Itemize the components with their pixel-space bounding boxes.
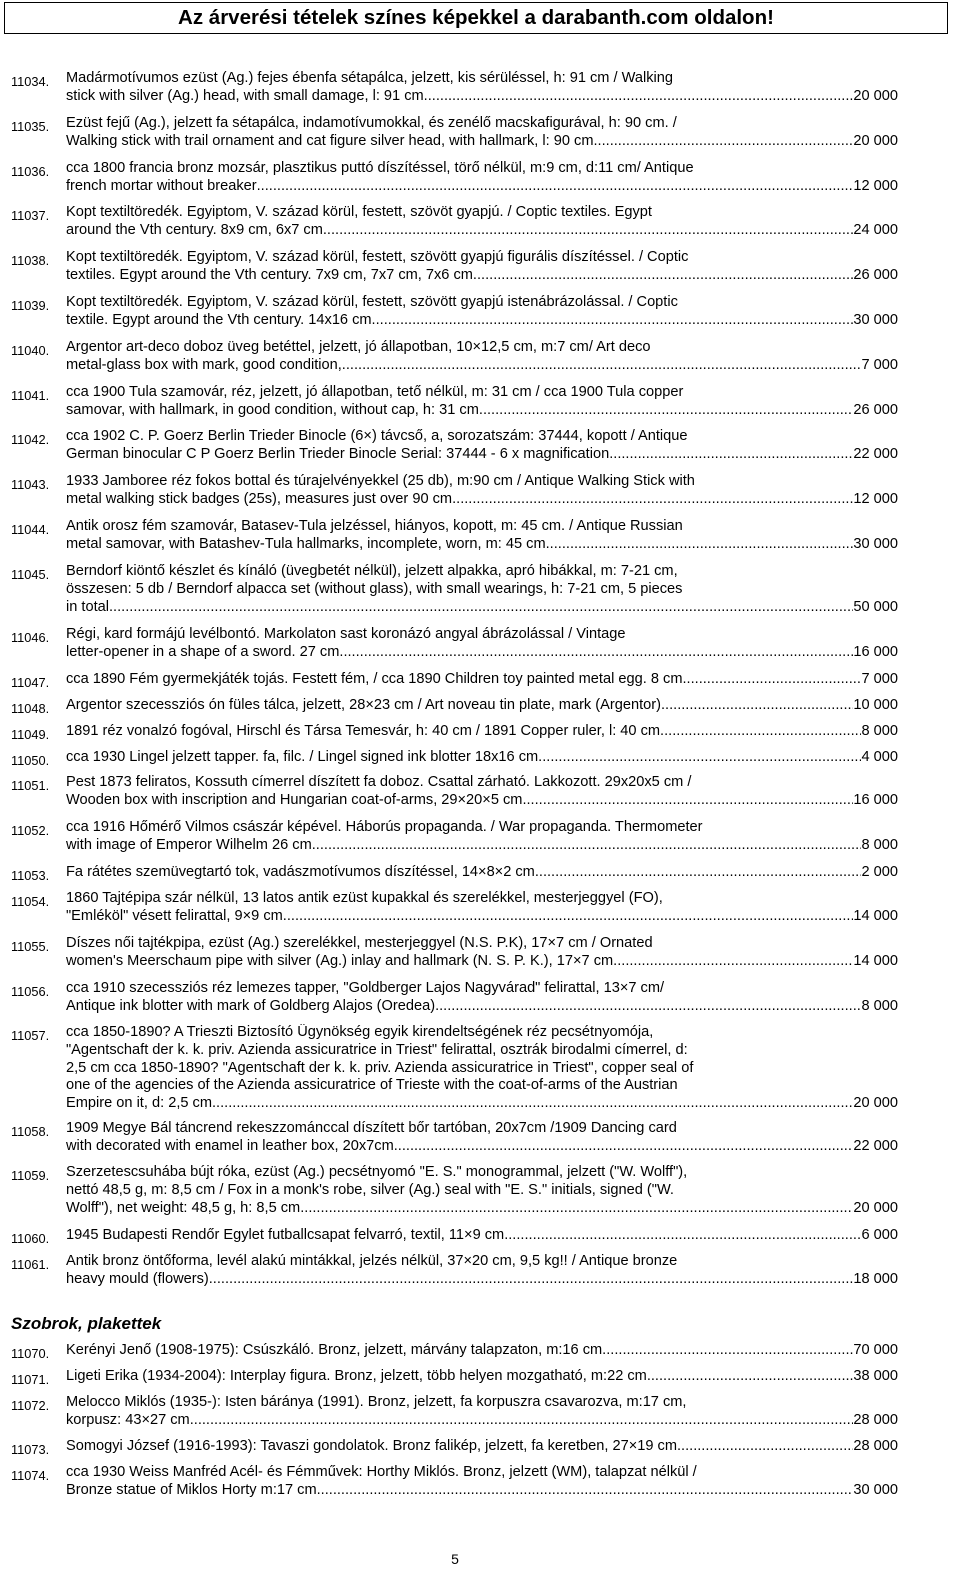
lot-description (66, 1368, 898, 1386)
lot-description-last-line (66, 446, 898, 464)
lot-description-last-line (66, 222, 898, 240)
lot-description-line: összesen: 5 db / Berndorf alpacca set (without glass), with small wearings, h: 7-21 cm, 5 pieces (66, 580, 683, 597)
lot-description-line: korpusz: 43×27 cm (66, 1411, 190, 1428)
page-banner: Az árverési tételek színes képekkel a darabanth.com oldalon! (4, 2, 948, 34)
dot-leader (394, 1138, 854, 1156)
lot-description-line: stick with silver (Ag.) head, with small damage, l: 91 cm (66, 87, 424, 104)
lot-number: 11060. (11, 1231, 50, 1246)
lot-description (66, 1438, 898, 1456)
lot-description (66, 626, 898, 662)
section-heading: Szobrok, plakettek (11, 1314, 162, 1333)
lot-price: 16 000 (853, 791, 898, 808)
lot-description-last-line (66, 312, 898, 330)
lot-price: 26 000 (853, 266, 898, 283)
lot-number: 11045. (11, 567, 50, 582)
lot-description-last-line (66, 599, 898, 617)
lot-description-line: Szerzetescsuhába bújt róka, ezüst (Ag.) pecsétnyomó "E. S." monogrammal, jelzett ("W. Wolff"), (66, 1164, 688, 1180)
dot-leader (613, 953, 853, 971)
lot-description-line: Díszes női tajtékpipa, ezüst (Ag.) szerelékkel, mesterjeggyel (N.S. P.K), 17×7 cm / Ornated (66, 935, 653, 951)
lot-number: 11038. (11, 253, 50, 268)
lot-description-line: Melocco Miklós (1935-): Isten báránya (1991). Bronz, jelzett, fa korpuszra csavarozva, m:17 cm, (66, 1394, 687, 1410)
lot-price: 8 000 (861, 723, 898, 739)
lot-description-line: 1945 Budapesti Rendőr Egylet futballcsapat felvarró, textil, 11×9 cm (66, 1227, 505, 1243)
lot-description-last-line (66, 723, 898, 741)
lot-description (66, 160, 898, 196)
dot-leader (682, 671, 861, 689)
lot-description-last-line (66, 1271, 898, 1289)
lot-description-line: one of the agencies of the Azienda assicuratrice of Trieste with the coat-of-arms of the Austrian (66, 1077, 678, 1094)
dot-leader (376, 312, 854, 330)
lot-number: 11056. (11, 984, 50, 999)
lot-description (66, 890, 898, 926)
lot-description-line: metal-glass box with mark, good condition, (66, 356, 342, 373)
dot-leader (538, 749, 861, 767)
dot-leader (209, 1271, 854, 1289)
lot-description-line: Berndorf kiöntő készlet és kínáló (üvegbetét nélkül), jelzett alpakka, apró hibákkal, m: 7-21 cm, (66, 563, 678, 579)
lot-description-line: 1909 Megye Bál táncrend rekeszzománccal díszített bőr tartóban, 20x7cm /1909 Dancing card (66, 1120, 677, 1136)
lot-description-line: with decorated with enamel in leather box, 20x7cm (66, 1137, 394, 1154)
dot-leader (535, 864, 862, 882)
lot-description-line: cca 1850-1890? A Trieszti Biztosító Ügynökség egyik kirendeltségének réz pecsétnyomója, (66, 1024, 654, 1040)
lot-number: 11058. (11, 1124, 50, 1139)
lot-price: 12 000 (853, 490, 898, 507)
lot-description-line: samovar, with hallmark, in good condition, without cap, h: 31 cm (66, 401, 479, 418)
lot-number: 11061. (11, 1257, 50, 1272)
lot-description (66, 774, 898, 810)
lot-description-last-line (66, 88, 898, 106)
dot-leader (677, 1438, 853, 1456)
lot-description-last-line (66, 536, 898, 554)
lot-price: 28 000 (853, 1411, 898, 1428)
dot-leader (317, 1482, 854, 1500)
lot-description-line: 1860 Tajtépipa szár nélkül, 13 latos antik ezüst kupakkal és szerelékkel, mesterjeggyel (FO), (66, 890, 663, 906)
lot-description (66, 1464, 898, 1500)
lot-description-last-line (66, 998, 898, 1016)
lot-description (66, 1164, 898, 1217)
lot-number: 11071. (11, 1372, 50, 1387)
dot-leader (479, 402, 853, 420)
lot-description (66, 204, 898, 240)
lot-price: 14 000 (853, 952, 898, 969)
lot-description-line: cca 1930 Lingel jelzett tapper. fa, filc. / Lingel signed ink blotter 18x16 cm (66, 749, 539, 765)
lot-description (66, 339, 898, 375)
lot-description-line: Ligeti Erika (1934-2004): Interplay figura. Bronz, jelzett, több helyen mozgatható, m:22 cm (66, 1368, 647, 1384)
lot-price: 10 000 (853, 697, 898, 713)
lot-description (66, 1120, 898, 1156)
lot-description-line: in total (66, 598, 109, 615)
lot-price: 7 000 (861, 671, 898, 687)
lot-description (66, 115, 898, 151)
lot-description-line: women's Meerschaum pipe with silver (Ag.) inlay and hallmark (N. S. P. K.), 17×7 cm (66, 952, 614, 969)
lot-number: 11052. (11, 823, 50, 838)
lot-number: 11046. (11, 630, 50, 645)
lot-description-line: Empire on it, d: 2,5 cm (66, 1095, 212, 1112)
lot-description-line: Wooden box with inscription and Hungarian coat-of-arms, 29×20×5 cm (66, 791, 523, 808)
lot-description-line: metal samovar, with Batashev-Tula hallmarks, incomplete, worn, m: 45 cm. (66, 535, 550, 552)
lot-description-line: cca 1910 szecessziós réz lemezes tapper, "Goldberger Lajos Nagyvárad" felirattal, 13×7 cm/ (66, 980, 665, 996)
lot-description-line: 2,5 cm cca 1850-1890? "Agentschaft der k. k. priv. Azienda assicuratrice in Triest", copper seal of (66, 1059, 694, 1076)
lot-description-last-line (66, 1342, 898, 1360)
lot-description-last-line (66, 1482, 898, 1500)
lot-description-line: Ezüst fejű (Ag.), jelzett fa sétapálca, indamotívumokkal, és zenélő macskafigurával, h: 90 cm. / (66, 115, 677, 131)
lot-description-line: Antique ink blotter with mark of Goldberg Alajos (Oredea) (66, 997, 436, 1014)
lot-description-line: cca 1800 francia bronz mozsár, plasztikus puttó díszítéssel, törő nélkül, m:9 cm, d:11 cm/ Antique (66, 160, 694, 176)
dot-leader (212, 1095, 853, 1113)
lot-description (66, 294, 898, 330)
dot-leader (661, 697, 853, 715)
lot-number: 11037. (11, 208, 50, 223)
lot-description (66, 819, 898, 855)
lot-price: 7 000 (861, 356, 898, 373)
lot-number: 11047. (11, 675, 50, 690)
lot-description-last-line (66, 267, 898, 285)
lot-description-last-line (66, 864, 898, 882)
lot-description (66, 384, 898, 420)
dot-leader (190, 1412, 854, 1430)
dot-leader (504, 1227, 861, 1245)
dot-leader (109, 599, 853, 617)
dot-leader (602, 1342, 853, 1360)
lot-description-line: nettó 48,5 g, m: 8,5 cm / Fox in a monk's robe, silver (Ag.) seal with "E. S." initials, signed ("W. (66, 1181, 674, 1198)
lot-description-line: letter-opener in a shape of a sword. 27 cm (66, 643, 340, 660)
lot-description-last-line (66, 644, 898, 662)
dot-leader (342, 357, 862, 375)
lot-description-last-line (66, 1138, 898, 1156)
lot-description (66, 935, 898, 971)
lot-description-line: cca 1902 C. P. Goerz Berlin Trieder Binocle (6×) távcső, a, sorozatszám: 37444, kopott / Antique (66, 428, 688, 444)
lot-number: 11051. (11, 778, 50, 793)
lot-description-line: Somogyi József (1916-1993): Tavaszi gondolatok. Bronz falikép, jelzett, fa keretben, 27×19 cm (66, 1438, 677, 1454)
lot-number: 11049. (11, 727, 50, 742)
dot-leader (312, 837, 862, 855)
dot-leader (424, 88, 854, 106)
lot-description-last-line (66, 491, 898, 509)
lot-number: 11040. (11, 343, 50, 358)
lot-price: 30 000 (853, 535, 898, 552)
lot-description (66, 473, 898, 509)
lot-description-line: Kopt textiltöredék. Egyiptom, V. század körül, festett, szövöt gyapjú. / Coptic textiles. Egypt (66, 204, 652, 220)
lot-description (66, 70, 898, 106)
lot-price: 6 000 (861, 1227, 898, 1243)
lot-description-line: textile. Egypt around the Vth century. 14x16 cm. (66, 311, 376, 328)
dot-leader (452, 491, 853, 509)
lot-description-line: around the Vth century. 8x9 cm, 6x7 cm (66, 221, 323, 238)
lot-price: 30 000 (853, 1481, 898, 1498)
lot-number: 11054. (11, 894, 50, 909)
page-number: 5 (451, 1551, 459, 1567)
lot-number: 11041. (11, 388, 50, 403)
lot-price: 22 000 (853, 445, 898, 462)
lot-description-line: Fa rátétes szemüvegtartó tok, vadászmotívumos díszítéssel, 14×8×2 cm (66, 864, 535, 880)
lot-description-line: Argentor szecessziós ón füles tálca, jelzett, 28×23 cm / Art noveau tin plate, mark (Argentor) (66, 697, 661, 713)
dot-leader (283, 908, 854, 926)
lot-description (66, 671, 898, 689)
lot-price: 24 000 (853, 221, 898, 238)
lot-description-last-line (66, 357, 898, 375)
lot-price: 12 000 (853, 177, 898, 194)
dot-leader (473, 267, 853, 285)
lot-price: 22 000 (853, 1137, 898, 1154)
lot-description-line: Antik orosz fém szamovár, Batasev-Tula jelzéssel, hiányos, kopott, m: 45 cm. / Antique Russian (66, 518, 683, 534)
lot-description-line: "Emléköl" vésett felirattal, 9×9 cm (66, 907, 283, 924)
lot-description-last-line (66, 1227, 898, 1245)
lot-description-line: metal walking stick badges (25s), measures just over 90 cm (66, 490, 453, 507)
lot-description (66, 1227, 898, 1245)
lot-description-line: french mortar without breaker (66, 177, 257, 194)
lot-description-last-line (66, 953, 898, 971)
lot-description-line: Régi, kard formájú levélbontó. Markolaton sast koronázó angyal ábrázolással / Vintage (66, 626, 626, 642)
dot-leader (550, 536, 854, 554)
lot-price: 28 000 (853, 1438, 898, 1454)
lot-description (66, 749, 898, 767)
lot-description-last-line (66, 1200, 898, 1218)
lot-price: 18 000 (853, 1270, 898, 1287)
lot-price: 8 000 (861, 836, 898, 853)
lot-description-line: Kopt textiltöredék. Egyiptom, V. század körül, festett, szövött gyapjú istenábrázolással. / Coptic (66, 294, 678, 310)
lot-number: 11072. (11, 1398, 50, 1413)
lot-number: 11035. (11, 119, 50, 134)
lot-price: 50 000 (853, 598, 898, 615)
dot-leader (660, 723, 861, 741)
lot-number: 11039. (11, 298, 50, 313)
lot-price: 16 000 (853, 643, 898, 660)
lot-description-line: Walking stick with trail ornament and cat figure silver head, with hallmark, l: 90 cm. (66, 132, 598, 149)
lot-number: 11074. (11, 1468, 50, 1483)
lot-description (66, 249, 898, 285)
lot-number: 11044. (11, 522, 50, 537)
lot-description-last-line (66, 1095, 898, 1113)
lot-description-line: cca 1916 Hőmérő Vilmos császár képével. Háborús propaganda. / War propaganda. Thermometer (66, 819, 703, 835)
lot-description-line: Wolff"), net weight: 48,5 g, h: 8,5 cm (66, 1199, 301, 1216)
lot-description-line: 1933 Jamboree réz fokos bottal és túrajelvényekkel (25 db), m:90 cm / Antique Walking Stick with (66, 473, 695, 489)
dot-leader (598, 133, 854, 151)
lot-description (66, 1342, 898, 1360)
lot-description-line: Kerényi Jenő (1908-1975): Csúszkáló. Bronz, jelzett, márvány talapzaton, m:16 cm (66, 1342, 603, 1358)
dot-leader (522, 792, 853, 810)
lot-number: 11043. (11, 477, 50, 492)
lot-description (66, 428, 898, 464)
lot-price: 20 000 (853, 1095, 898, 1112)
lot-description-last-line (66, 792, 898, 810)
lot-description-last-line (66, 402, 898, 420)
lot-number: 11048. (11, 701, 50, 716)
lot-description-line: 1891 réz vonalzó fogóval, Hirschl és Társa Temesvár, h: 40 cm / 1891 Copper ruler, l: 40 cm (66, 723, 661, 739)
lot-number: 11059. (11, 1168, 50, 1183)
dot-leader (300, 1200, 853, 1218)
lot-description-last-line (66, 671, 898, 689)
lot-price: 4 000 (861, 749, 898, 765)
lot-number: 11034. (11, 74, 50, 89)
lot-number: 11036. (11, 164, 50, 179)
lot-description (66, 1253, 898, 1289)
lot-description-line: Madármotívumos ezüst (Ag.) fejes ébenfa sétapálca, jelzett, kis sérüléssel, h: 91 cm / Walking (66, 70, 673, 86)
lot-number: 11057. (11, 1028, 50, 1043)
lot-description-line: Argentor art-deco doboz üveg betéttel, jelzett, jó állapotban, 10×12,5 cm, m:7 cm/ Art deco (66, 339, 651, 355)
lot-description-last-line (66, 178, 898, 196)
lot-description-last-line (66, 837, 898, 855)
lot-description-line: German binocular C P Goerz Berlin Trieder Binocle Serial: 37444 - 6 x magnification (66, 445, 610, 462)
lot-price: 38 000 (853, 1368, 898, 1384)
lot-description-line: Bronze statue of Miklos Horty m:17 cm (66, 1481, 317, 1498)
lot-number: 11073. (11, 1442, 50, 1457)
dot-leader (257, 178, 854, 196)
lot-description-line: cca 1900 Tula szamovár, réz, jelzett, jó állapotban, tető nélkül, m: 31 cm / cca 1900 Tula copper (66, 384, 684, 400)
lot-price: 26 000 (853, 401, 898, 418)
lot-description-line: cca 1890 Fém gyermekjáték tojás. Festett fém, / cca 1890 Children toy painted metal egg. 8 cm (66, 671, 683, 687)
dot-leader (339, 644, 853, 662)
lot-number: 11050. (11, 753, 50, 768)
lot-number: 11070. (11, 1346, 50, 1361)
dot-leader (435, 998, 861, 1016)
lot-price: 14 000 (853, 907, 898, 924)
lot-description (66, 1024, 898, 1113)
lot-price: 20 000 (853, 87, 898, 104)
lot-price: 30 000 (853, 311, 898, 328)
lot-description-line: Pest 1873 feliratos, Kossuth címerrel díszített fa doboz. Csattal zárható. Lakkozott. 29x20x5 cm / (66, 774, 692, 790)
lot-price: 20 000 (853, 1199, 898, 1216)
lot-number: 11042. (11, 432, 50, 447)
lot-description-line: heavy mould (flowers) (66, 1270, 209, 1287)
dot-leader (323, 222, 853, 240)
lot-description-last-line (66, 749, 898, 767)
lot-price: 20 000 (853, 132, 898, 149)
lot-description-last-line (66, 697, 898, 715)
lot-description-last-line (66, 1412, 898, 1430)
lot-description (66, 697, 898, 715)
dot-leader (609, 446, 853, 464)
lot-description-line: Kopt textiltöredék. Egyiptom, V. század körül, festett, szövött gyapjú figurális díszítéssel. / Coptic (66, 249, 689, 265)
lot-description-line: Antik bronz öntőforma, levél alakú mintákkal, jelzés nélkül, 37×20 cm, 9,5 kg!! / Antique bronze (66, 1253, 678, 1269)
lot-description (66, 518, 898, 554)
lot-price: 2 000 (861, 864, 898, 880)
lot-price: 70 000 (853, 1342, 898, 1358)
dot-leader (647, 1368, 854, 1386)
lot-description (66, 723, 898, 741)
lot-number: 11053. (11, 868, 50, 883)
lot-description-last-line (66, 1438, 898, 1456)
lot-description-last-line (66, 1368, 898, 1386)
lot-description-line: cca 1930 Weiss Manfréd Acél- és Fémművek: Horthy Miklós. Bronz, jelzett (WM), talapzat nélkül / (66, 1464, 697, 1480)
lot-price: 8 000 (861, 997, 898, 1014)
lot-description-line: "Agentschaft der k. k. priv. Azienda assicuratrice in Triest" felirattal, osztrák birodalmi címerrel, d: (66, 1041, 688, 1058)
lot-description (66, 980, 898, 1016)
lot-description (66, 563, 898, 616)
lot-description-last-line (66, 908, 898, 926)
lot-number: 11055. (11, 939, 50, 954)
lot-description-line: with image of Emperor Wilhelm 26 cm (66, 836, 312, 853)
lot-description-last-line (66, 133, 898, 151)
lot-description-line: textiles. Egypt around the Vth century. 7x9 cm, 7x7 cm, 7x6 cm (66, 266, 473, 283)
lot-description (66, 864, 898, 882)
lot-description (66, 1394, 898, 1430)
